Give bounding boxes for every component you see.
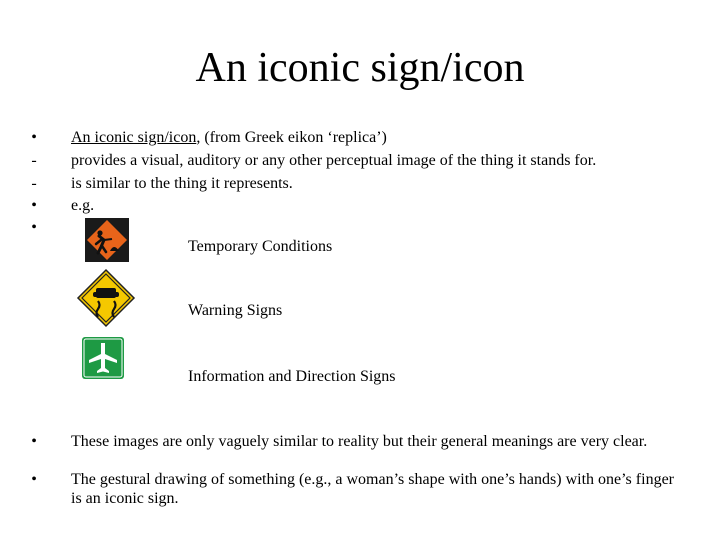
list-item-text: provides a visual, auditory or any other perceptual image of the thing it stands for. [71,152,597,169]
slide-title: An iconic sign/icon [195,45,525,91]
bullet-marker: • [31,219,37,236]
list-item-text: e.g. [71,197,95,214]
list-item-text: These images are only vaguely similar to reality but their general meanings are very clear. [71,433,648,450]
sign-caption: Information and Direction Signs [188,368,396,385]
dash-marker: - [31,175,37,192]
list-item-text: is similar to the thing it represents. [71,175,293,192]
bullet-marker: • [31,129,37,146]
etymology-text: , (from Greek eikon ‘replica’) [196,129,387,146]
sign-caption: Warning Signs [188,302,283,319]
slippery-road-sign-icon [76,268,136,328]
bullet-marker: • [31,471,37,488]
term-icon-definition: An iconic sign/icon [71,129,197,146]
road-work-sign-icon [84,217,130,263]
airport-sign-icon [82,337,124,379]
sign-caption: Temporary Conditions [188,238,333,255]
dash-marker: - [31,152,37,169]
bullet-marker: • [31,197,37,214]
bullet-marker: • [31,433,37,450]
list-item-text: The gestural drawing of something (e.g., a woman’s shape with one’s hands) with one’s finger is an iconic sign. [71,471,674,507]
